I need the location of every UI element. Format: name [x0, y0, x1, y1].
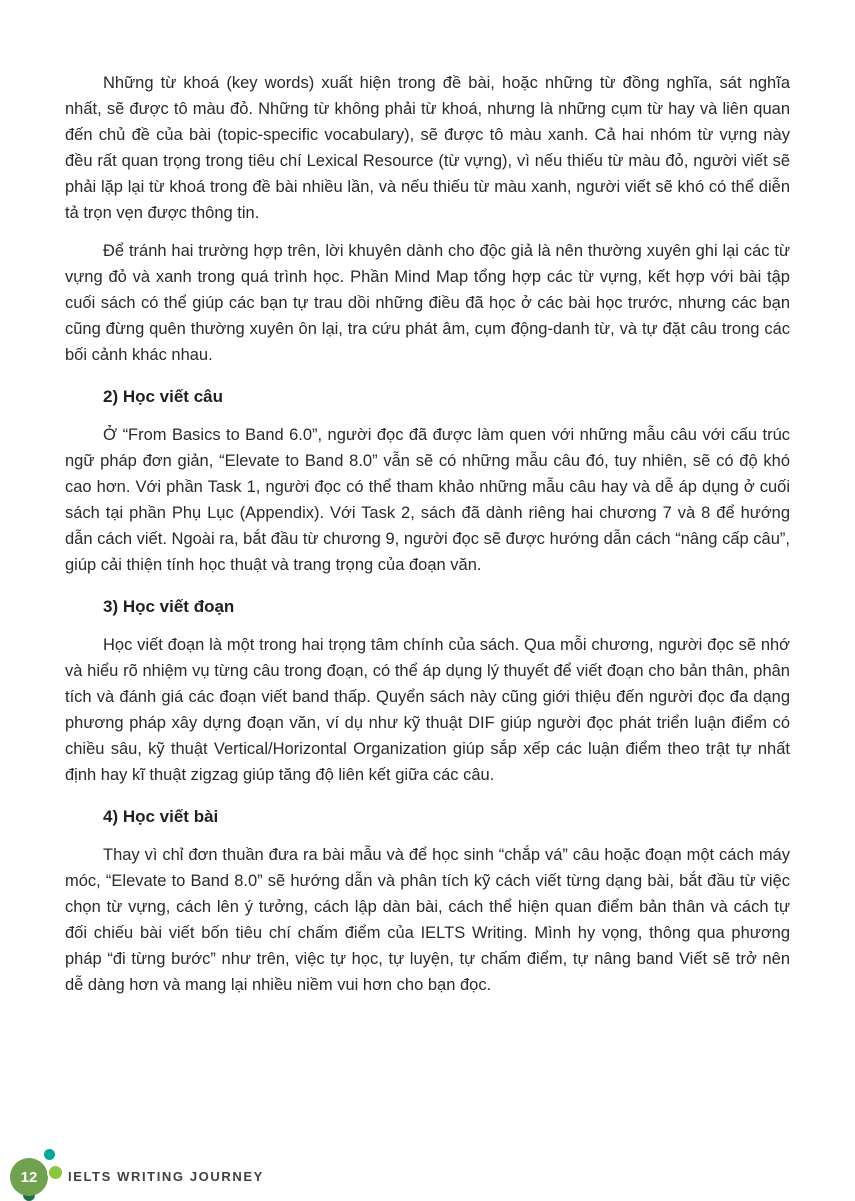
- text-segment: , người viết sẽ phải lặp lại từ khoá trong đề bài nhiều lần, và nếu thiếu từ màu: [65, 152, 790, 196]
- section-heading: 4) Học viết bài: [103, 807, 219, 826]
- text-segment: Ở “From Basics to Band 6.0”, người đọc đã được làm quen với những mẫu câu với cấu trúc ngữ pháp đơn giản, “Elevate to Band 8.0” vẫn sẽ có những mẫu câu đó, tuy nhiên, sẽ có độ khó cao hơn. Với phần Task 1, người đọc có thể tham khảo những mẫu câu hay và dễ áp dụng ở cuối sách tại phần Phụ Lục (Appendix). Với Task 2, sách đã dành riêng hai chương 7 và 8 để hướng dẫn cách viết. Ngoài ra, bắt đầu từ chương 9, người đọc sẽ được hướng dẫn cách “nâng cấp câu”, giúp cải thiện tính học thuật và trang trọng của đoạn văn.: [65, 426, 790, 574]
- text-segment: . Cả hai nhóm từ vựng này đều rất quan trọng trong tiêu chí Lexical Resource (từ vựng), vì nếu thiếu từ màu: [65, 126, 790, 170]
- decorative-dot-light-green: [49, 1166, 62, 1179]
- section-heading: 3) Học viết đoạn: [103, 597, 235, 616]
- page-number: 12: [20, 1168, 38, 1186]
- text-segment: , người viết sẽ khó có thể diễn tả trọn vẹn được thông tin.: [65, 178, 790, 222]
- page-content: [65, 70, 790, 1010]
- page-number-badge: [10, 1158, 48, 1196]
- blue-highlighted-word: xanh: [547, 126, 584, 144]
- decorative-dot-teal: [44, 1149, 55, 1160]
- text-segment: Những từ khoá (key words) xuất hiện trong đề bài, hoặc những từ đồng nghĩa, sát nghĩa nhất, sẽ được tô màu: [65, 74, 790, 118]
- red-highlighted-word: đỏ: [665, 152, 684, 170]
- text-segment: . Những từ không phải từ khoá, nhưng là những cụm từ hay và liên quan đến chủ đề của bài (topic-specific vocabulary), sẽ được tô màu: [65, 100, 790, 144]
- decorative-dot-dark-green: [23, 1189, 35, 1201]
- section-heading: 2) Học viết câu: [103, 387, 223, 406]
- paragraph: [65, 70, 790, 226]
- red-highlighted-word: đỏ: [230, 100, 249, 118]
- paragraph: [65, 632, 790, 788]
- paragraph: [65, 842, 790, 998]
- text-segment: Học viết đoạn là một trong hai trọng tâm chính của sách. Qua mỗi chương, người đọc sẽ nhớ và hiểu rõ nhiệm vụ từng câu trong đoạn, có thể áp dụng lý thuyết để viết đoạn cho bản thân, phân tích và đánh giá các đoạn viết band thấp. Quyển sách này cũng giới thiệu đến người đọc đa dạng phương pháp xây dựng đoạn văn, ví dụ như kỹ thuật DIF giúp người đọc phát triển luận điểm có chiều sâu, kỹ thuật Vertical/Horizontal Organization giúp sắp xếp các luận điểm theo trật tự nhất định hay kĩ thuật zigzag giúp tăng độ liên kết giữa các câu.: [65, 636, 790, 784]
- text-segment: Thay vì chỉ đơn thuần đưa ra bài mẫu và để học sinh “chắp vá” câu hoặc đoạn một cách máy móc, “Elevate to Band 8.0” sẽ hướng dẫn và phân tích kỹ cách viết từng dạng bài, bắt đầu từ việc chọn từ vựng, cách lên ý tưởng, cách lập dàn bài, cách thể hiện quan điểm bản thân và cách tự đối chiếu bài viết bốn tiêu chí chấm điểm của IELTS Writing. Mình hy vọng, thông qua phương pháp “đi từng bước” như trên, việc tự học, tự luyện, tự chấm điểm, tự nâng band Viết sẽ trở nên dễ dàng hơn và mang lại nhiều niềm vui hơn cho bạn đọc.: [65, 846, 790, 994]
- paragraph: [65, 238, 790, 368]
- book-title-footer: IELTS WRITING JOURNEY: [68, 1169, 264, 1184]
- text-segment: Để tránh hai trường hợp trên, lời khuyên dành cho độc giả là nên thường xuyên ghi lại các từ vựng đỏ và xanh trong quá trình học. Phần Mind Map tổng hợp các từ vựng, kết hợp với bài tập cuối sách có thể giúp các bạn tự trau dồi những điều đã học ở các bài học trước, nhưng các bạn cũng đừng quên thường xuyên ôn lại, tra cứu phát âm, cụm động-danh từ, và tự đặt câu trong các bối cảnh khác nhau.: [65, 242, 790, 364]
- blue-highlighted-word: xanh: [531, 178, 567, 196]
- paragraph: [65, 422, 790, 578]
